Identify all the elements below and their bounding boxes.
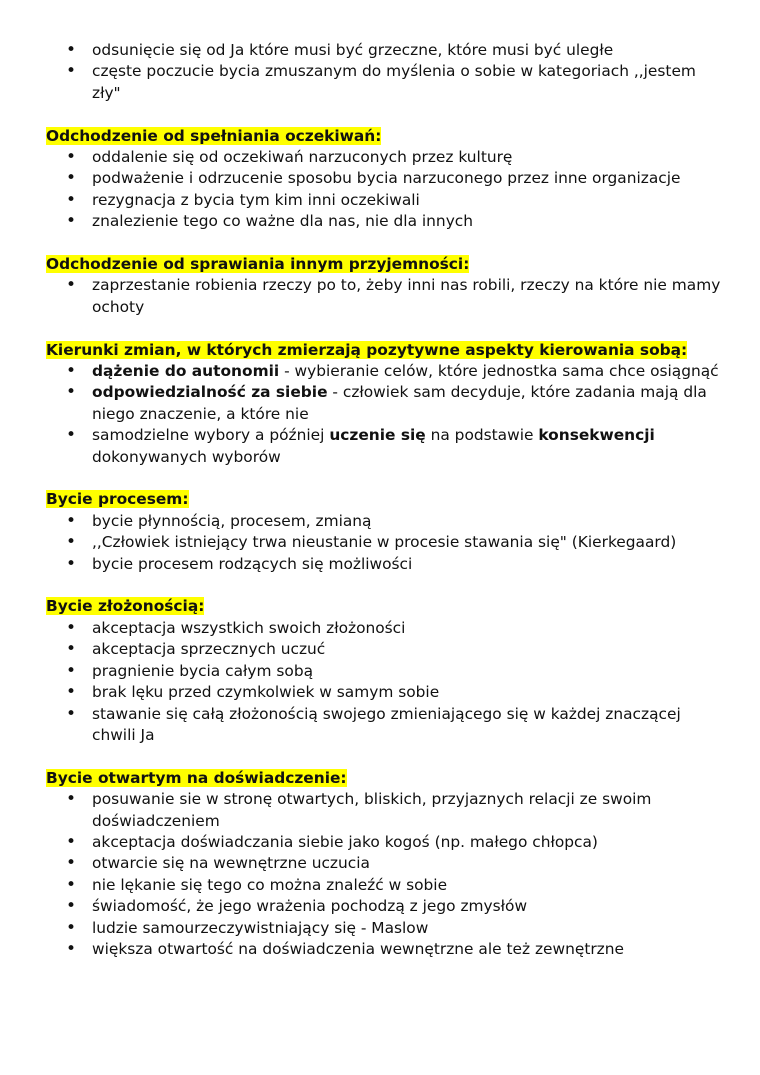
list-item xyxy=(46,275,726,318)
bullet-list xyxy=(46,40,726,104)
item-text: - wybieranie celów, które jednostka sama chce osiągnąć xyxy=(279,362,719,381)
item-text: akceptacja doświadczania siebie jako kogoś (np. małego chłopca) xyxy=(92,832,598,851)
list-item xyxy=(46,168,726,189)
list-item xyxy=(46,618,726,639)
item-text: nie lękanie się tego co można znaleźć w sobie xyxy=(92,875,448,894)
document-section xyxy=(46,596,726,746)
section-heading xyxy=(46,254,726,275)
list-item xyxy=(46,511,726,532)
item-text: zaprzestanie robienia rzeczy po to, żeby inni nas robili, rzeczy na które nie mamy ochoty xyxy=(92,276,721,316)
document-section xyxy=(46,489,726,575)
section-heading xyxy=(46,596,726,617)
section-heading xyxy=(46,340,726,361)
document-section xyxy=(46,768,726,961)
list-item xyxy=(46,532,726,553)
bullet-list xyxy=(46,361,726,468)
document-section xyxy=(46,254,726,318)
bold-term: konsekwencji xyxy=(538,426,655,445)
item-text: brak lęku przed czymkolwiek w samym sobie xyxy=(92,683,440,702)
list-item xyxy=(46,896,726,917)
section-heading xyxy=(46,126,726,147)
item-text: stawanie się całą złożonością swojego zmieniającego się w każdej znaczącej chwili Ja xyxy=(92,704,681,744)
highlighted-heading-text: Bycie otwartym na doświadczenie: xyxy=(46,768,347,787)
item-text: posuwanie sie w stronę otwartych, bliskich, przyjaznych relacji ze swoim doświadczeniem xyxy=(92,790,652,830)
bold-term: uczenie się xyxy=(329,426,426,445)
list-item xyxy=(46,61,726,104)
list-item xyxy=(46,682,726,703)
item-text: dokonywanych wyborów xyxy=(92,447,281,466)
item-text: - człowiek sam decyduje, które zadania mają dla niego znaczenie, a które nie xyxy=(92,383,707,423)
item-text: akceptacja wszystkich swoich złożoności xyxy=(92,618,406,637)
list-item xyxy=(46,425,726,468)
highlighted-heading-text: Kierunki zmian, w których zmierzają pozytywne aspekty kierowania sobą: xyxy=(46,340,688,359)
list-item xyxy=(46,190,726,211)
list-item xyxy=(46,875,726,896)
bullet-list xyxy=(46,275,726,318)
list-item xyxy=(46,554,726,575)
document-section xyxy=(46,126,726,233)
item-text: rezygnacja z bycia tym kim inni oczekiwali xyxy=(92,190,420,209)
list-item xyxy=(46,939,726,960)
list-item xyxy=(46,147,726,168)
bullet-list xyxy=(46,618,726,746)
highlighted-heading-text: Odchodzenie od spełniania oczekiwań: xyxy=(46,126,382,145)
list-item xyxy=(46,853,726,874)
document-section xyxy=(46,40,726,104)
highlighted-heading-text: Bycie złożonością: xyxy=(46,597,205,616)
item-text: samodzielne wybory a później xyxy=(92,426,330,445)
list-item xyxy=(46,211,726,232)
bullet-list xyxy=(46,511,726,575)
item-text: większa otwartość na doświadczenia wewnętrzne ale też zewnętrzne xyxy=(92,939,624,958)
item-text: ,,Człowiek istniejący trwa nieustanie w procesie stawania się" (Kierkegaard) xyxy=(92,533,677,552)
document-page xyxy=(46,40,726,960)
item-text: na podstawie xyxy=(425,426,539,445)
list-item xyxy=(46,832,726,853)
list-item xyxy=(46,382,726,425)
item-text: odsunięcie się od Ja które musi być grzeczne, które musi być uległe xyxy=(92,41,614,59)
item-text: częste poczucie bycia zmuszanym do myślenia o sobie w kategoriach ,,jestem zły" xyxy=(92,62,696,102)
list-item xyxy=(46,639,726,660)
list-item xyxy=(46,40,726,61)
highlighted-heading-text: Bycie procesem: xyxy=(46,490,189,509)
bullet-list xyxy=(46,789,726,960)
item-text: podważenie i odrzucenie sposobu bycia narzuconego przez inne organizacje xyxy=(92,169,681,188)
item-text: pragnienie bycia całym sobą xyxy=(92,661,314,680)
item-text: ludzie samourzeczywistniający się - Maslow xyxy=(92,918,429,937)
item-text: znalezienie tego co ważne dla nas, nie dla innych xyxy=(92,212,474,231)
item-text: akceptacja sprzecznych uczuć xyxy=(92,640,326,659)
bold-term: dążenie do autonomii xyxy=(92,362,280,381)
bold-term: odpowiedzialność za siebie xyxy=(92,383,328,402)
item-text: bycie płynnością, procesem, zmianą xyxy=(92,511,372,530)
item-text: otwarcie się na wewnętrzne uczucia xyxy=(92,854,370,873)
item-text: bycie procesem rodzących się możliwości xyxy=(92,554,413,573)
list-item xyxy=(46,704,726,747)
section-heading xyxy=(46,768,726,789)
list-item xyxy=(46,918,726,939)
highlighted-heading-text: Odchodzenie od sprawiania innym przyjemności: xyxy=(46,255,470,274)
bullet-list xyxy=(46,147,726,233)
document-section xyxy=(46,340,726,468)
list-item xyxy=(46,661,726,682)
section-heading xyxy=(46,489,726,510)
item-text: oddalenie się od oczekiwań narzuconych przez kulturę xyxy=(92,148,513,167)
list-item xyxy=(46,361,726,382)
item-text: świadomość, że jego wrażenia pochodzą z jego zmysłów xyxy=(92,897,528,916)
list-item xyxy=(46,789,726,832)
